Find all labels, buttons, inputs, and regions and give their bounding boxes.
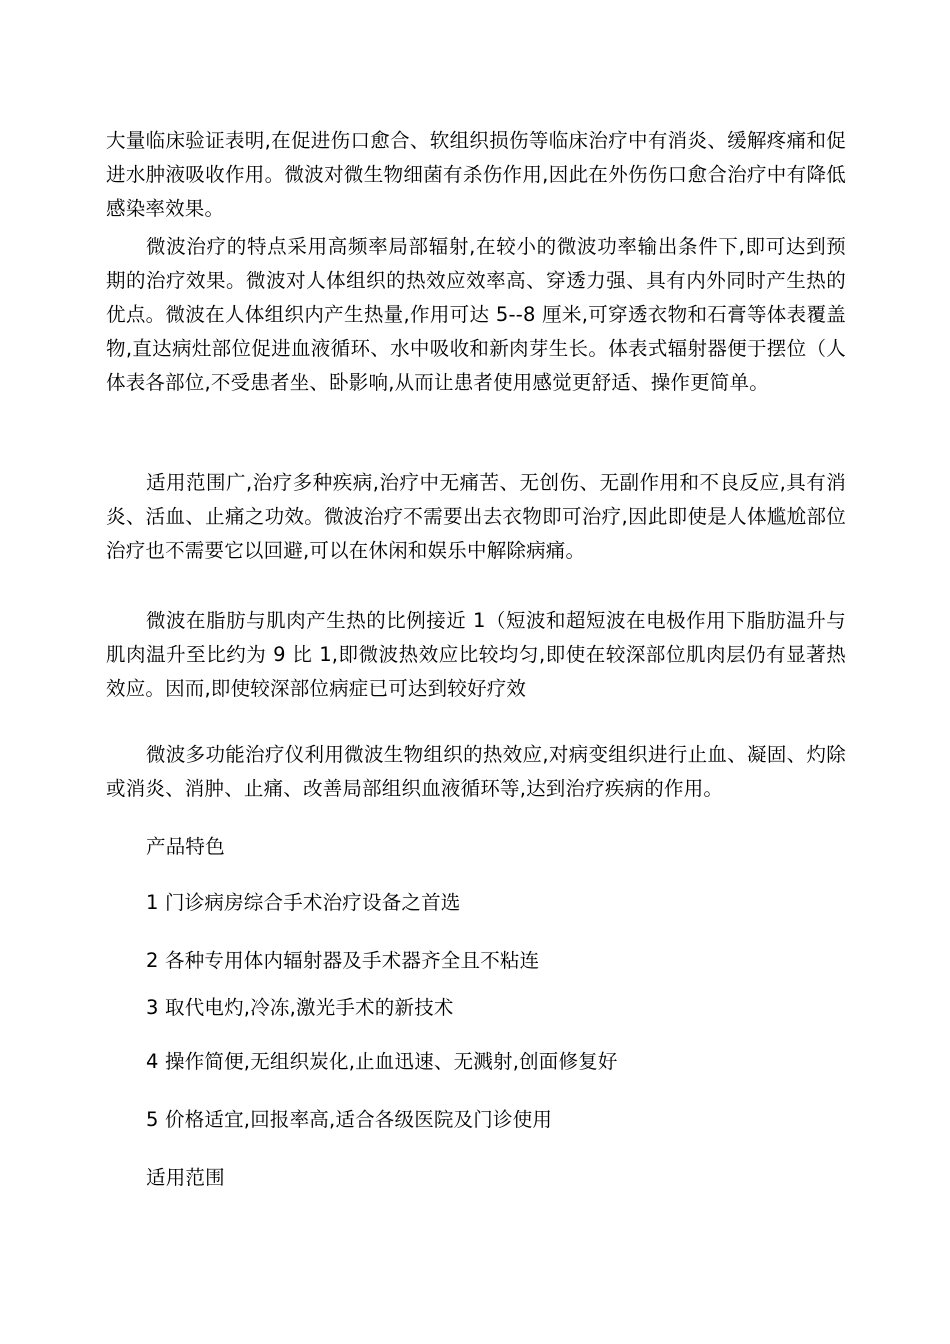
- feature-item-3: 3 取代电灼,冷冻,激光手术的新技术: [146, 996, 454, 1019]
- feature-item-1: 1 门诊病房综合手术治疗设备之首选: [146, 891, 461, 914]
- feature-item-4: 4 操作简便,无组织炭化,止血迅速、无溅射,创面修复好: [146, 1050, 618, 1073]
- feature-item-5: 5 价格适宜,回报率高,适合各级医院及门诊使用: [146, 1108, 553, 1131]
- paragraph-clinical-verification: 大量临床验证表明,在促进伤口愈合、软组织损伤等临床治疗中有消炎、缓解疼痛和促进水肿液吸收作用。微波对微生物细菌有杀伤作用,因此在外伤伤口愈合治疗中有降低感染率效果。: [106, 129, 846, 220]
- paragraph-application-range: 适用范围广,治疗多种疾病,治疗中无痛苦、无创伤、无副作用和不良反应,具有消炎、活血、止痛之功效。微波治疗不需要出去衣物即可治疗,因此即使是人体尴尬部位治疗也不需要它以回避,可以在休闲和娱乐中解除病痛。: [106, 471, 846, 562]
- paragraph-treatment-features: 微波治疗的特点采用高频率局部辐射,在较小的微波功率输出条件下,即可达到预期的治疗效果。微波对人体组织的热效应效率高、穿透力强、具有内外同时产生热的优点。微波在人体组织内产生热量,作用可达 5--8 厘米,可穿透衣物和石膏等体表覆盖物,直达病灶部位促进血液循环、水中吸收和新肉芽生长。体表式辐射器便于摆位（人体表各部位,不受患者坐、卧影响,从而让患者使用感觉更舒适、操作更简单。: [106, 235, 846, 394]
- paragraph-multifunction-device: 微波多功能治疗仪利用微波生物组织的热效应,对病变组织进行止血、凝固、灼除或消炎、消肿、止痛、改善局部组织血液循环等,达到治疗疾病的作用。: [106, 743, 846, 800]
- features-heading: 产品特色: [146, 835, 225, 858]
- paragraph-fat-muscle-ratio: 微波在脂肪与肌肉产生热的比例接近 1（短波和超短波在电极作用下脂肪温升与肌肉温升至比约为 9 比 1,即微波热效应比较均匀,即使在较深部位肌肉层仍有显著热效应。因而,即使较深部位病症已可达到较好疗效: [106, 609, 846, 700]
- feature-item-2: 2 各种专用体内辐射器及手术器齐全且不粘连: [146, 949, 540, 972]
- scope-heading: 适用范围: [146, 1166, 225, 1189]
